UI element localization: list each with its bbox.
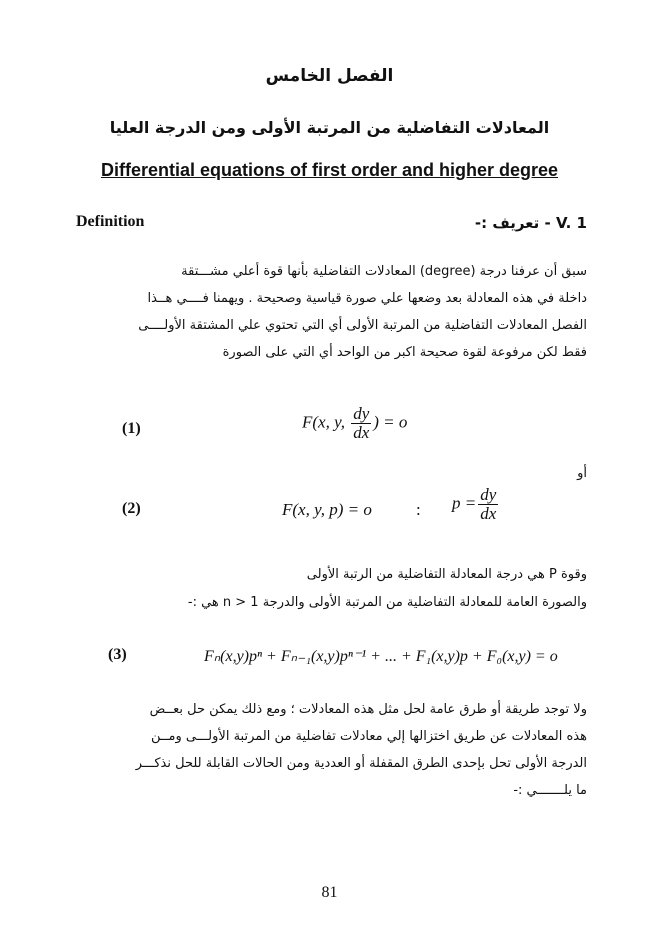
paragraph-line: فقط لكن مرفوعة لقوة صحيحة اكبر من الواحد أي التي على الصورة	[222, 345, 587, 360]
equation-1-lhs: F(x, y,	[302, 412, 350, 432]
arabic-title: المعادلات التفاضلية من المرتبة الأولى ومن الدرجة العليا	[109, 118, 550, 137]
paragraph-line: الدرجة الأولى تحل بإحدى الطرق المقفلة أو العددية ومن الحالات القابلة للحل نذكـــر	[135, 756, 587, 771]
fraction-denominator: dx	[353, 423, 370, 442]
general-form-line: والصورة العامة للمعادلة التفاضلية من المرتبة الأولى والدرجة n > 1 هي :-	[187, 595, 587, 610]
paragraph-line: ولا توجد طريقة أو طرق عامة لحل مثل هذه المعادلات ؛ ومع ذلك يمكن حل بعــض	[149, 702, 587, 717]
paragraph-line: ما يلـــــــي :-	[513, 783, 587, 798]
equation-2-separator: :	[416, 500, 421, 519]
equation-2-number: (2)	[122, 500, 141, 517]
equation-1-fraction	[351, 405, 371, 442]
paragraph-line: سبق أن عرفنا درجة (degree) المعادلات التفاضلية بأنها قوة أعلي مشـــتقة	[181, 264, 587, 279]
paragraph-conclusion	[67, 696, 587, 804]
paragraph-line: الفصل المعادلات التفاضلية من المرتبة الأولى أي التي تحتوي علي المشتقة الأولــــى	[138, 318, 587, 333]
equation-3-number: (3)	[108, 646, 127, 663]
paragraph-intro	[67, 258, 587, 366]
p-degree-line: وقوة P هي درجة المعادلة التفاضلية من الرتبة الأولى	[306, 567, 587, 582]
english-title: Differential equations of first order and higher degree	[100, 160, 559, 180]
definition-arabic: V. 1 - تعريف :-	[474, 214, 587, 232]
equation-1	[302, 405, 407, 442]
equation-2-definition	[452, 486, 500, 523]
equation-1-rhs: ) = o	[373, 412, 408, 432]
paragraph-line: هذه المعادلات عن طريق اختزالها إلي معادلات تفاضلية من المرتبة الأولـــى ومــن	[151, 729, 587, 744]
chapter-title: الفصل الخامس	[265, 66, 394, 86]
equation-3: Fₙ(x,y)pⁿ + Fₙ₋₁(x,y)pⁿ⁻¹ + ... + F₁(x,y)p + F₀(x,y) = o	[204, 648, 558, 665]
page-number: 81	[321, 884, 338, 901]
fraction-numerator: dy	[480, 485, 497, 504]
paragraph-line: داخلة في هذه المعادلة بعد وضعها علي صورة قياسية وصحيحة . ويهمنا فــــي هــذا	[147, 291, 587, 306]
p-equals: p =	[452, 493, 477, 513]
definition-english: Definition	[76, 213, 145, 230]
equation-2-fraction	[478, 486, 498, 523]
equation-2-lhs: F(x, y, p) = o	[282, 500, 372, 519]
or-word: أو	[577, 466, 587, 481]
fraction-denominator: dx	[480, 504, 497, 523]
equation-1-number: (1)	[122, 420, 141, 437]
fraction-numerator: dy	[353, 404, 370, 423]
